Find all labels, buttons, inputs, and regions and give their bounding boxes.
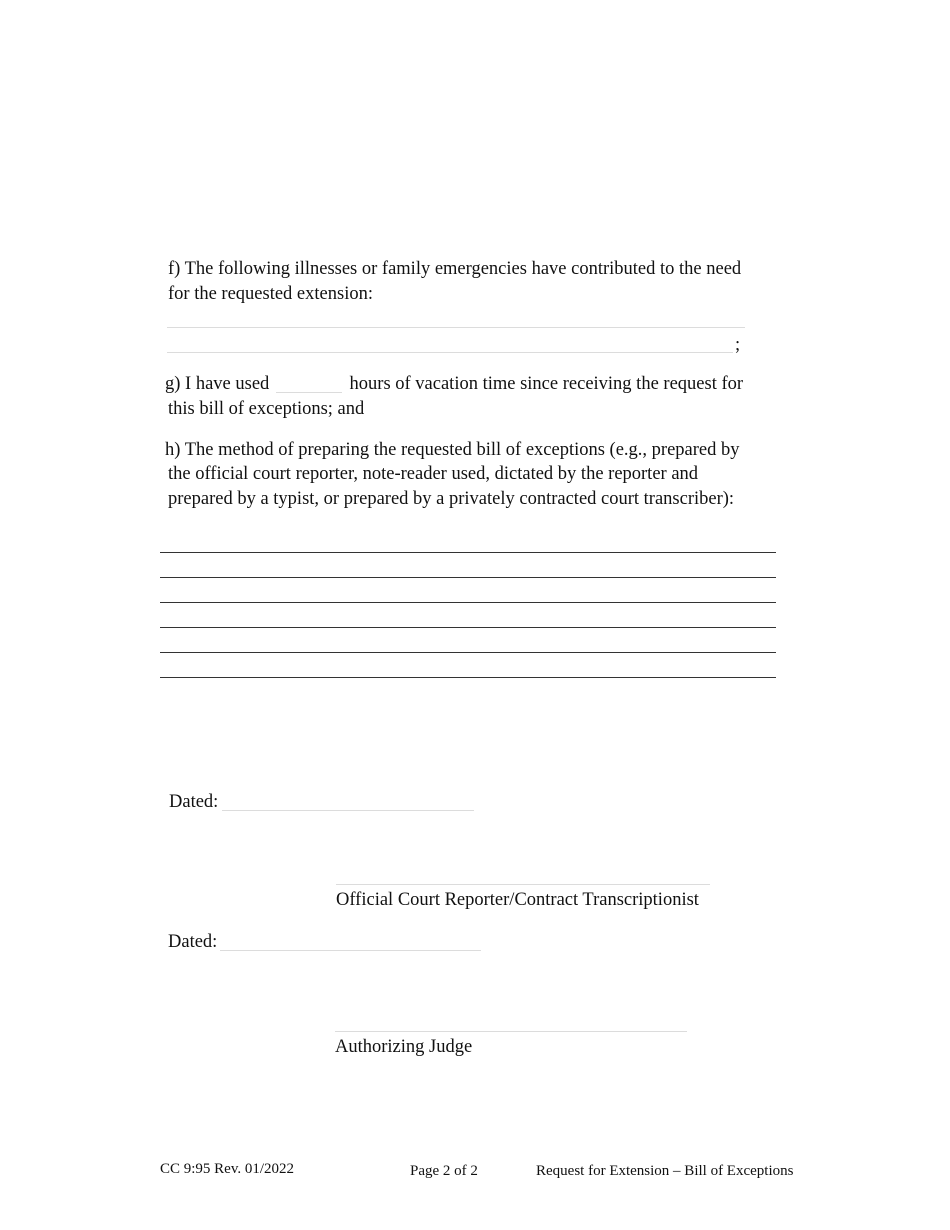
dated-label-reporter: Dated:: [169, 792, 219, 812]
method-answer-line-3[interactable]: [160, 602, 776, 603]
section-h-line-1: h) The method of preparing the requested bill of exceptions (e.g., prepared by: [165, 440, 740, 460]
method-answer-line-5[interactable]: [160, 652, 776, 653]
method-answer-line-6[interactable]: [160, 677, 776, 678]
method-answer-line-4[interactable]: [160, 627, 776, 628]
section-f-line-2: for the requested extension:: [168, 284, 373, 304]
section-g-line-2: this bill of exceptions; and: [168, 399, 365, 419]
dated-field-judge[interactable]: [220, 950, 481, 951]
reporter-signature-field[interactable]: [336, 884, 710, 885]
reporter-signature-title: Official Court Reporter/Contract Transcriptionist: [336, 890, 699, 910]
method-answer-line-2[interactable]: [160, 577, 776, 578]
section-g-text-before: g) I have used: [165, 374, 270, 394]
dated-label-judge: Dated:: [168, 932, 218, 952]
section-h-line-2: the official court reporter, note-reader used, dictated by the reporter and: [168, 464, 699, 484]
dated-field-reporter[interactable]: [222, 810, 474, 811]
footer-page-number: Page 2 of 2: [410, 1163, 478, 1179]
footer-form-code: CC 9:95 Rev. 01/2022: [160, 1161, 295, 1177]
section-g-text-after: hours of vacation time since receiving the request for: [349, 374, 744, 394]
vacation-hours-field[interactable]: [276, 391, 342, 393]
section-f-line-1: f) The following illnesses or family emergencies have contributed to the need: [168, 259, 742, 279]
judge-signature-title: Authorizing Judge: [335, 1037, 473, 1057]
method-answer-line-1[interactable]: [160, 552, 776, 553]
section-g-line-1: [165, 372, 743, 397]
footer-form-title: Request for Extension – Bill of Exceptions: [536, 1163, 794, 1179]
section-h-line-3: prepared by a typist, or prepared by a privately contracted court transcriber):: [168, 489, 735, 509]
illness-emergency-field-1[interactable]: [167, 327, 745, 328]
judge-signature-field[interactable]: [335, 1031, 687, 1032]
illness-emergency-field-2[interactable]: [167, 352, 733, 353]
section-f-terminator: ;: [735, 335, 741, 355]
